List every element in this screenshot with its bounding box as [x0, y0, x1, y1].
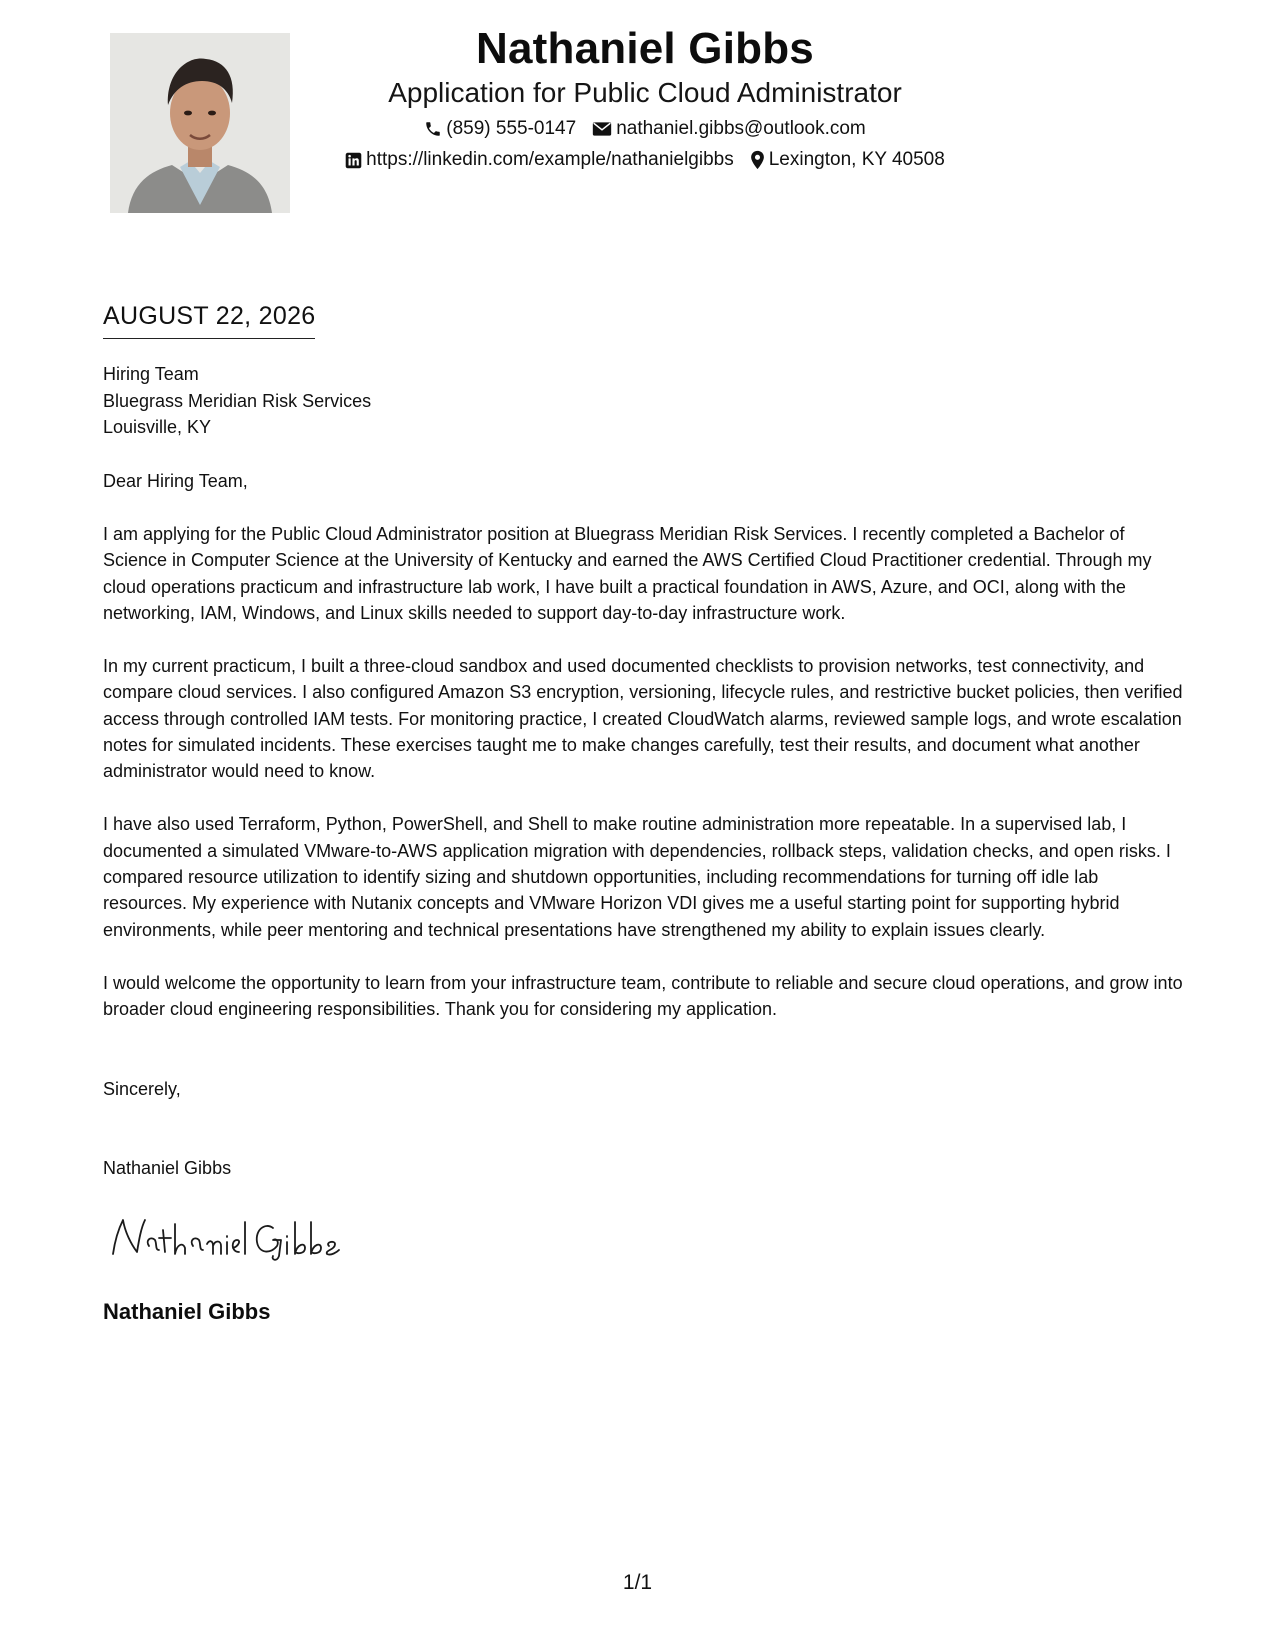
recipient-address [103, 361, 371, 441]
closing-phrase: Sincerely, [103, 1079, 181, 1099]
portrait-image [110, 33, 290, 213]
applicant-name: Nathaniel Gibbs [476, 24, 814, 73]
envelope-icon [592, 121, 612, 137]
letter-date: AUGUST 22, 2026 [103, 300, 315, 339]
contact-row-2 [300, 148, 990, 172]
application-title: Application for Public Cloud Administrator [388, 77, 902, 108]
location-text: Lexington, KY 40508 [768, 149, 945, 170]
contact-row-1 [300, 117, 990, 141]
salutation: Dear Hiring Team, [103, 471, 248, 491]
phone-contact [424, 117, 576, 141]
recipient-line-3: Louisville, KY [103, 417, 212, 437]
closing-name: Nathaniel Gibbs [103, 1158, 232, 1178]
letter-body [103, 468, 1183, 1049]
phone-icon [424, 120, 442, 138]
letter-header [300, 22, 990, 172]
body-paragraph-3: I have also used Terraform, Python, PowerShell, and Shell to make routine administration more repeatable. In a supervised lab, I documented a simulated VMware-to-AWS application migration with dependencies, rollback steps, validation checks, and open risks. I compared resource utilization to identify sizing and shutdown opportunities, including recommendations for turning off idle lab resources. My experience with Nutanix concepts and VMware Horizon VDI gives me a useful starting point for supporting hybrid environments, while peer mentoring and technical presentations have strengthened my ability to explain issues clearly. [103, 814, 1171, 940]
location-contact [750, 148, 945, 172]
email-address[interactable]: nathaniel.gibbs@outlook.com [616, 118, 866, 139]
page-number: 1/1 [622, 1571, 653, 1594]
recipient-line-2: Bluegrass Meridian Risk Services [103, 390, 372, 411]
map-pin-icon [750, 150, 765, 170]
email-contact[interactable] [592, 117, 866, 141]
date-block [103, 300, 315, 339]
body-paragraph-4: I would welcome the opportunity to learn from your infrastructure team, contribute to reliable and secure cloud operations, and grow into broader cloud engineering responsibilities. Thank you for considering my application. [103, 972, 1183, 1020]
recipient-line-1: Hiring Team [103, 364, 199, 384]
phone-number: (859) 555-0147 [446, 118, 577, 139]
body-paragraph-2: In my current practicum, I built a three-cloud sandbox and used documented checklists to provision networks, test connectivity, and compare cloud services. I also configured Amazon S3 encryption, versioning, lifecycle rules, and restrictive bucket policies, then verified access through controlled IAM tests. For monitoring practice, I created CloudWatch alarms, reviewed sample logs, and wrote escalation notes for simulated incidents. These exercises taught me to make changes carefully, test their results, and document what another administrator would need to know. [103, 655, 1183, 782]
body-paragraph-1: I am applying for the Public Cloud Administrator position at Bluegrass Meridian Risk Services. I recently completed a Bachelor of Science in Computer Science at the University of Kentucky and earned the AWS Certified Cloud Practitioner credential. Through my cloud operations practicum and infrastructure lab work, I have built a practical foundation in AWS, Azure, and OCI, along with the networking, IAM, Windows, and Linux skills needed to support day-to-day infrastructure work. [103, 523, 1152, 624]
handwritten-signature [105, 1210, 365, 1264]
linkedin-contact[interactable] [345, 148, 734, 172]
signatory-name: Nathaniel Gibbs [103, 1299, 271, 1324]
profile-photo [110, 33, 290, 213]
linkedin-icon [345, 152, 362, 169]
linkedin-url[interactable]: https://linkedin.com/example/nathanielgibbs [366, 149, 734, 170]
